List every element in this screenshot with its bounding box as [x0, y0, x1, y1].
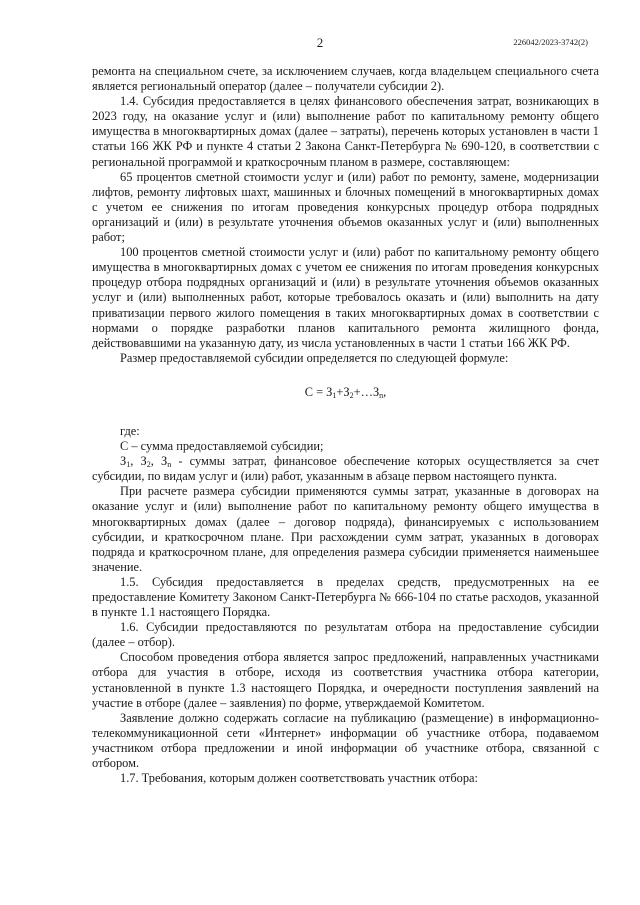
document-id: 226042/2023-3742(2): [513, 37, 588, 47]
paragraph-1-7: 1.7. Требования, которым должен соответствовать участник отбора:: [120, 771, 478, 786]
definition-z: $З_1$, $З_2$, $З_n$ - суммы затрат, финансовое обеспечение которых осуществляется за счет субсидии, по видам услуг и (или) работ, указанным в абзаце первом настоящего пункта.: [92, 454, 600, 484]
paragraph-application-consent: Заявление должно содержать согласие на публикацию (размещение) в информационно-телекоммуникационной сети «Интернет» информации об участнике отбора, подаваемом участником отбора предложении и иной информации об участнике отбора, связанной с отбором.: [92, 710, 599, 771]
paragraph-formula-intro: Размер предоставляемой субсидии определяется по следующей формуле:: [120, 350, 509, 365]
paragraph-selection-method: Способом проведения отбора является запрос предложений, направленных участниками отбора для участия в отборе, исходя из соответствия участника отбора категории, установленной в пункте 1.3 настоящего Порядка, и очередности поступления заявлений на участие в отборе (далее – заявления) по форме, утверждаемой Комитетом.: [92, 650, 599, 710]
paragraph-1-6: 1.6. Субсидии предоставляются по результатам отбора на предоставление субсидии (далее – отбор).: [92, 620, 599, 650]
definition-c: С – сумма предоставляемой субсидии;: [120, 439, 324, 454]
where-label: где:: [120, 423, 140, 438]
paragraph-1-4: 1.4. Субсидия предоставляется в целях финансового обеспечения затрат, возникающих в 2023 году, на оказание услуг и (или) выполнение работ по капитальному ремонту общего имущества в многоквартирных домах (далее – затраты), перечень которых установлен в части 1 статьи 166 ЖК РФ и пункте 4 статьи 2 Закона Санкт-Петербурга № 690-120, в соответствии с региональной программой и краткосрочным планом в размере, составляющем:: [92, 94, 599, 169]
paragraph-contract-sums: При расчете размера субсидии применяются суммы затрат, указанные в договорах на оказание услуг и (или) выполнение работ по капитальному ремонту общего имущества в многоквартирных домах (далее – договор подряда), финансируемых с использованием субсидии, и краткосрочном плане. При расхождении сумм затрат, указанных в договорах подряда и краткосрочном плане, для определения размера субсидии применяется наименьшее значение.: [92, 484, 599, 574]
paragraph-65-percent: 65 процентов сметной стоимости услуг и (или) работ по ремонту, замене, модернизации лифтов, ремонту лифтовых шахт, машинных и блочных помещений в многоквартирных домах с учетом ее снижения по итогам проведения конкурсных процедур отбора подрядных организаций и (или) в результате уточнения объемов оказанных услуг и (или) выполненных работ;: [92, 169, 599, 245]
paragraph-1-5: 1.5. Субсидия предоставляется в пределах средств, предусмотренных на ее предоставление Комитету Законом Санкт-Петербурга № 666-104 по статье расходов, указанной в пункте 1.1 настоящего Порядка.: [92, 574, 599, 620]
document-body: [92, 64, 599, 786]
paragraph-continuation: ремонта на специальном счете, за исключением случаев, когда владельцем специального счета является региональный оператор (далее – получатели субсидии 2).: [92, 64, 599, 94]
paragraph-100-percent: 100 процентов сметной стоимости услуг и (или) работ по капитальному ремонту общего имущества в многоквартирных домах с учетом ее снижения по итогам проведения конкурсных процедур отбора подрядных организаций и (или) в результате уточнения объемов оказанных услуг и (или) выполненных работ, которые требовалось оказать и (или) выполнить на дату приватизации первого жилого помещения в таких многоквартирных домах в соответствии с нормами о порядке разработки планов капитального ремонта жилищного фонда, действовавшими на указанную дату, из числа установленных в части 1 статьи 166 ЖК РФ.: [92, 245, 599, 350]
page-number: 2: [316, 35, 324, 50]
subsidy-formula: $С = З_1+З_2+\dots З_n$,: [304, 384, 387, 400]
